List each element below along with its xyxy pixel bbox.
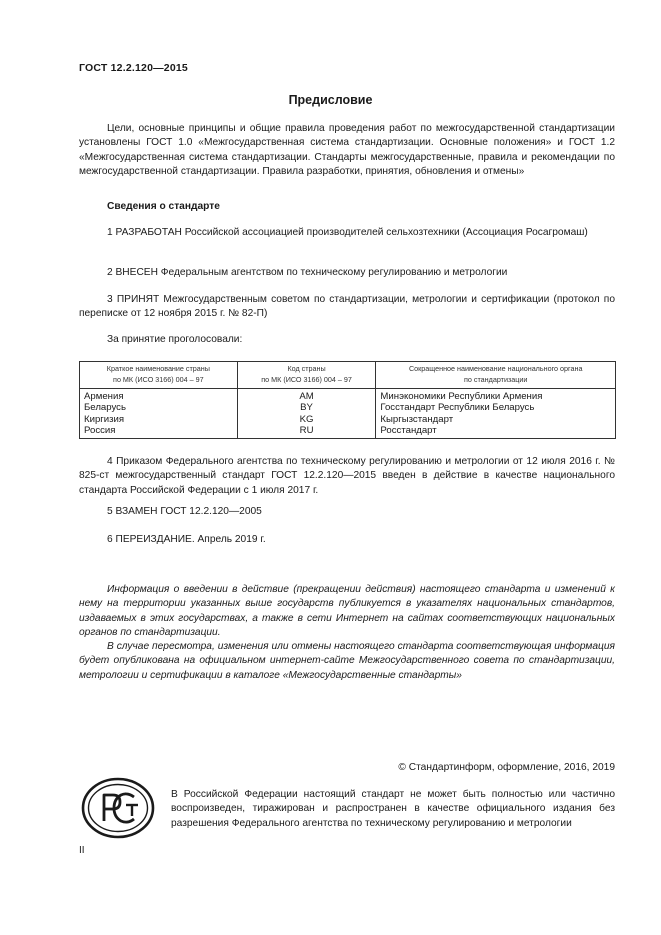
table-row	[80, 414, 616, 425]
standards-body: Минэкономики Республики Армения	[376, 389, 616, 403]
table-row	[80, 425, 616, 439]
item-5-text: 5 ВЗАМЕН ГОСТ 12.2.120—2005	[107, 506, 262, 517]
item-3-text: 3 ПРИНЯТ Межгосударственным советом по стандартизации, метрологии и сертификации (протокол по переписке от 12 ноября 2015 г. № 82-П)	[79, 294, 615, 320]
country-code: KG	[237, 414, 376, 425]
item-4-text: 4 Приказом Федерального агентства по техническому регулированию и метрологии от 12 июля 2016 г. № 825-ст межгосударственный стандарт ГОСТ 12.2.120—2015 введен в действие в качестве национального стандарта Российской Федерации с 1 июля 2017 г.	[79, 456, 615, 496]
table-header-row	[80, 362, 616, 389]
item-1-text: 1 РАЗРАБОТАН Российской ассоциацией производителей сельхозтехники (Ассоциация Росагромаш)	[107, 227, 588, 238]
voting-countries-table	[79, 361, 616, 439]
info-paragraph-2-text: В случае пересмотра, изменения или отмены настоящего стандарта соответствующая информация будет опубликована на официальном интернет-сайте Межгосударственного совета по стандартизации, метрологии и сертификации в каталоге «Межгосударственные стандарты»	[79, 641, 615, 681]
item-6-text: 6 ПЕРЕИЗДАНИЕ. Апрель 2019 г.	[107, 534, 266, 545]
table-header-code	[237, 362, 376, 389]
intro-text: Цели, основные принципы и общие правила проведения работ по межгосударственной стандартизации установлены ГОСТ 1.0 «Межгосударственная система стандартизации. Основные положения» и ГОСТ 1.2 «Межгосударственная система стандартизации. Стандарты межгосударственные, правила и рекомендации по межгосударственной стандартизации. Правила разработки, принятия, обновления и отмены»	[79, 123, 615, 177]
table-header-body-line2: по стандартизации	[463, 374, 528, 384]
table-header-country-line2: по МК (ИСО 3166) 004 – 97	[113, 374, 204, 384]
item-1	[79, 226, 615, 240]
voted-label	[79, 333, 615, 347]
reproduction-notice	[171, 788, 615, 831]
intro-paragraph	[79, 122, 615, 179]
copyright-notice: © Стандартинформ, оформление, 2016, 2019	[398, 762, 615, 773]
table-row	[80, 389, 616, 403]
table-header-body-line1: Сокращенное наименование национального органа	[408, 364, 583, 373]
standards-body: Кыргызстандарт	[376, 414, 616, 425]
item-4	[79, 455, 615, 498]
page-title: Предисловие	[288, 93, 373, 107]
table-header-country-line1: Краткое наименование страны	[106, 364, 210, 373]
standards-body: Госстандарт Республики Беларусь	[376, 402, 616, 413]
document-header: ГОСТ 12.2.120—2015	[79, 62, 188, 74]
info-paragraph-1-text: Информация о введении в действие (прекращении действия) настоящего стандарта и изменений к нему на территории указанных выше государств публикуется в указателях национальных стандартов, издаваемых в этих государствах, а также в сети Интернет на сайтах соответствующих национальных органов по стандартизации.	[79, 584, 615, 638]
table-header-country	[80, 362, 238, 389]
item-2-text: 2 ВНЕСЕН Федеральным агентством по техническому регулированию и метрологии	[107, 267, 508, 278]
info-paragraph-1	[79, 583, 615, 640]
table-header-code-line1: Код страны	[287, 364, 326, 373]
section-subheading: Сведения о стандарте	[107, 201, 220, 212]
item-3	[79, 293, 615, 322]
country-name: Россия	[80, 425, 238, 439]
info-paragraph-2	[79, 640, 615, 683]
page-number: II	[79, 845, 85, 856]
voted-label-text: За принятие проголосовали:	[107, 334, 243, 345]
standards-body: Росстандарт	[376, 425, 616, 439]
country-name: Беларусь	[80, 402, 238, 413]
gost-r-certification-mark-icon	[80, 776, 156, 840]
table-header-code-line2: по МК (ИСО 3166) 004 – 97	[261, 374, 352, 384]
table-header-body	[376, 362, 616, 389]
item-6	[79, 533, 615, 547]
country-code: BY	[237, 402, 376, 413]
country-name: Армения	[80, 389, 238, 403]
country-code: RU	[237, 425, 376, 439]
item-2	[79, 266, 615, 280]
country-code: AM	[237, 389, 376, 403]
item-5	[79, 505, 615, 519]
country-name: Киргизия	[80, 414, 238, 425]
table-row	[80, 402, 616, 413]
reproduction-notice-text: В Российской Федерации настоящий стандарт не может быть полностью или частично воспроизведен, тиражирован и распространен в качестве официального издания без разрешения Федерального агентства по техническому регулированию и метрологии	[171, 789, 615, 829]
